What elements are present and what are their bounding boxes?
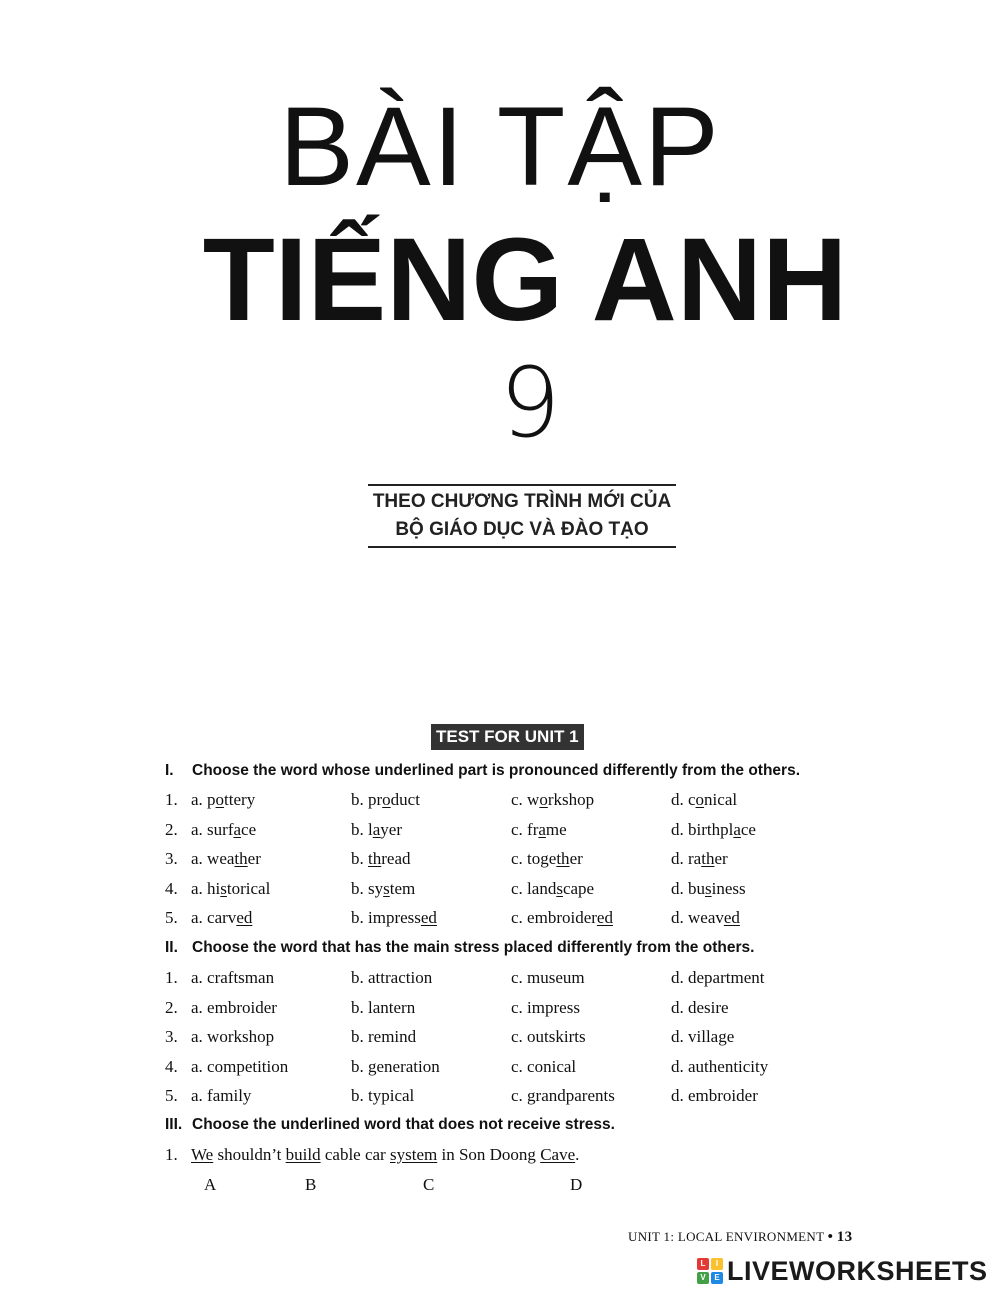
liveworksheets-logo-icon xyxy=(697,1258,723,1284)
liveworksheets-brand[interactable] xyxy=(697,1256,988,1286)
answer-option[interactable]: b. system xyxy=(351,878,416,898)
answer-option[interactable]: c. conical xyxy=(511,1056,577,1076)
sentence-fragment: cable car xyxy=(320,1145,390,1164)
logo-tile: L xyxy=(697,1258,709,1270)
answer-option[interactable]: b. typical xyxy=(351,1086,415,1105)
footer-unit: UNIT 1: LOCAL ENVIRONMENT xyxy=(628,1229,825,1244)
cover-title-line1: BÀI TẬP xyxy=(279,84,721,209)
question-number: 2. xyxy=(165,819,178,839)
answer-option[interactable]: b. generation xyxy=(351,1056,440,1076)
answer-option[interactable]: b. layer xyxy=(351,819,402,839)
logo-tile: E xyxy=(711,1272,723,1284)
sentence-number: 1. xyxy=(165,1145,178,1164)
section-roman-numeral: III. xyxy=(165,1116,183,1133)
answer-option[interactable]: d. department xyxy=(671,968,765,987)
answer-option[interactable]: a. surface xyxy=(191,819,257,839)
answer-option[interactable]: a. historical xyxy=(191,878,271,898)
answer-option[interactable]: c. together xyxy=(511,849,583,868)
question-number: 5. xyxy=(165,908,178,927)
underlined-word: We xyxy=(191,1145,214,1164)
sentence-fragment: . xyxy=(575,1145,580,1164)
answer-option[interactable]: a. embroider xyxy=(191,997,277,1017)
question-number: 3. xyxy=(165,1027,178,1046)
cover-subtitle xyxy=(368,484,676,548)
answer-option[interactable]: d. birthplace xyxy=(671,819,756,839)
sentence-fragment: shouldn’t xyxy=(213,1145,286,1164)
answer-option[interactable]: d. weaved xyxy=(671,908,740,927)
answer-option[interactable]: a. craftsman xyxy=(191,968,275,987)
answer-option[interactable]: c. museum xyxy=(511,968,585,987)
logo-tile: I xyxy=(711,1258,723,1270)
answer-option[interactable]: c. landscape xyxy=(511,878,595,898)
section-heading xyxy=(165,1115,615,1135)
question-number: 5. xyxy=(165,1086,178,1105)
section-instruction: Choose the underlined word that does not receive stress. xyxy=(192,1116,615,1133)
subtitle-line2: BỘ GIÁO DỤC VÀ ĐÀO TẠO xyxy=(395,519,649,540)
question-number: 4. xyxy=(165,1056,178,1076)
answer-option[interactable]: b. product xyxy=(351,790,420,809)
cover-title-line2: TIẾNG ANH xyxy=(202,214,848,346)
answer-option[interactable]: a. pottery xyxy=(191,790,256,809)
answer-option[interactable]: b. impressed xyxy=(351,908,437,927)
answer-option[interactable]: d. village xyxy=(671,1027,735,1046)
answer-option[interactable]: b. attraction xyxy=(351,968,433,987)
answer-option[interactable]: d. embroider xyxy=(671,1086,758,1105)
question-number: 1. xyxy=(165,790,178,809)
test-badge: TEST FOR UNIT 1 xyxy=(431,724,584,750)
logo-tile: V xyxy=(697,1272,709,1284)
sentence-text xyxy=(191,1145,579,1164)
underlined-word: Cave xyxy=(540,1145,576,1164)
answer-option[interactable]: a. workshop xyxy=(191,1027,275,1046)
underlined-word: system xyxy=(389,1145,438,1164)
answer-letter-a[interactable]: A xyxy=(204,1175,217,1194)
answer-option[interactable]: c. grandparents xyxy=(511,1086,615,1105)
answer-option[interactable]: c. impress xyxy=(511,997,580,1017)
answer-option[interactable]: d. desire xyxy=(671,997,729,1017)
sentence-fragment: in Son Doong xyxy=(437,1145,541,1164)
answer-option[interactable]: c. frame xyxy=(511,819,567,839)
answer-option[interactable]: c. outskirts xyxy=(511,1027,586,1046)
answer-option[interactable]: c. workshop xyxy=(511,790,595,809)
underlined-word: build xyxy=(285,1145,321,1164)
section-instruction: Choose the word that has the main stress placed differently from the others. xyxy=(192,939,755,956)
answer-option[interactable]: d. rather xyxy=(671,849,728,868)
footer-page-number: 13 xyxy=(836,1229,853,1245)
subtitle-line1: THEO CHƯƠNG TRÌNH MỚI CỦA xyxy=(372,491,672,512)
section-roman-numeral: II. xyxy=(165,939,178,956)
footer-bullet: • xyxy=(827,1229,834,1245)
answer-option[interactable]: b. lantern xyxy=(351,997,416,1017)
answer-option[interactable]: a. carved xyxy=(191,908,253,927)
answer-letter-d[interactable]: D xyxy=(570,1175,583,1194)
brand-wordmark: LIVEWORKSHEETS xyxy=(727,1256,988,1286)
answer-option[interactable]: d. conical xyxy=(671,790,738,809)
answer-letter-c[interactable]: C xyxy=(423,1175,435,1194)
question-number: 3. xyxy=(165,849,178,868)
section-heading xyxy=(165,938,754,958)
answer-option[interactable]: d. authenticity xyxy=(671,1056,769,1076)
answer-option[interactable]: a. family xyxy=(191,1086,252,1105)
section-instruction: Choose the word whose underlined part is pronounced differently from the others. xyxy=(192,762,800,779)
page-footer xyxy=(628,1228,852,1246)
section-heading xyxy=(165,761,800,781)
answer-option[interactable]: a. competition xyxy=(191,1056,289,1076)
answer-option[interactable]: d. business xyxy=(671,878,746,898)
answer-option[interactable]: b. remind xyxy=(351,1027,417,1046)
answer-option[interactable]: a. weather xyxy=(191,849,261,868)
section-roman-numeral: I. xyxy=(165,762,174,779)
answer-option[interactable]: c. embroidered xyxy=(511,908,613,927)
answer-option[interactable]: b. thread xyxy=(351,849,411,868)
question-number: 4. xyxy=(165,878,178,898)
cover-grade: 9 xyxy=(499,347,561,459)
answer-letter-b[interactable]: B xyxy=(305,1175,317,1194)
sentence-question xyxy=(165,1143,579,1167)
question-number: 2. xyxy=(165,997,178,1017)
question-number: 1. xyxy=(165,968,178,987)
